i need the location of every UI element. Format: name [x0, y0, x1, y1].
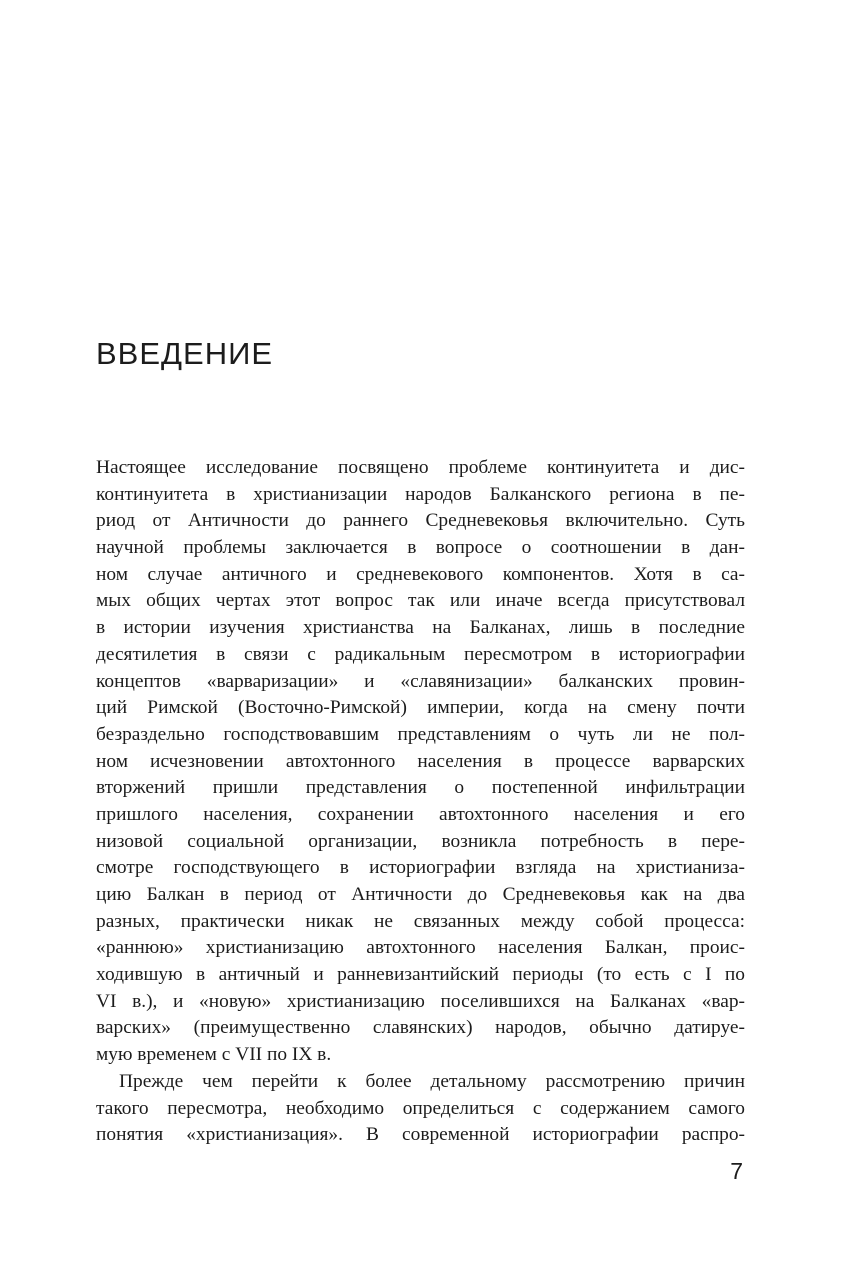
paragraph-2 — [96, 1069, 745, 1149]
text-line: VI в.), и «новую» христианизацию поселившихся на Балканах «вар- — [96, 990, 745, 1012]
text-line: разных, практически никак не связанных между собой процесса: — [96, 910, 745, 932]
text-line: ходившую в античный и ранневизантийский периоды (то есть с I по — [96, 964, 745, 986]
text-line: смотре господствующего в историографии взгляда на христианиза- — [96, 857, 745, 879]
page-number: 7 — [730, 1158, 743, 1184]
text-line: безраздельно господствовавшим представлениям о чуть ли не пол- — [96, 723, 745, 745]
text-line: научной проблемы заключается в вопросе о соотношении в дан- — [96, 537, 745, 559]
text-line: варских» (преимущественно славянских) народов, обычно датируе- — [96, 1017, 745, 1039]
body-text — [96, 455, 745, 1149]
text-line: ном случае античного и средневекового компонентов. Хотя в са- — [96, 563, 745, 585]
text-line: цию Балкан в период от Античности до Средневековья как на два — [96, 884, 745, 905]
text-line: Настоящее исследование посвящено проблеме континуитета и дис- — [96, 457, 745, 478]
text-line: мых общих чертах этот вопрос так или иначе всегда присутствовал — [96, 590, 745, 612]
text-line: в истории изучения христианства на Балканах, лишь в последние — [96, 617, 745, 639]
text-line: низовой социальной организации, возникла потребность в пере- — [96, 830, 745, 852]
text-line: концептов «варваризации» и «славянизации» балканских провин- — [96, 670, 745, 692]
text-line: ном исчезновении автохтонного населения в процессе варварских — [96, 750, 745, 772]
text-line: ций Римской (Восточно-Римской) империи, когда на смену почти — [96, 697, 745, 719]
text-line: понятия «христианизация». В современной историографии распро- — [96, 1124, 745, 1146]
text-line: такого пересмотра, необходимо определиться с содержанием самого — [96, 1097, 745, 1119]
chapter-title: ВВЕДЕНИЕ — [96, 336, 274, 371]
text-line: пришлого населения, сохранении автохтонного населения и его — [96, 803, 745, 825]
paragraph-1 — [96, 455, 745, 1069]
text-line: континуитета в христианизации народов Балканского региона в пе- — [96, 483, 745, 505]
text-line: мую временем с VII по IX в. — [96, 1044, 332, 1066]
text-line: риод от Античности до раннего Средневековья включительно. Суть — [96, 510, 745, 532]
text-line: «раннюю» христианизацию автохтонного населения Балкан, проис- — [96, 937, 745, 959]
text-line: десятилетия в связи с радикальным пересмотром в историографии — [96, 643, 745, 665]
text-line: вторжений пришли представления о постепенной инфильтрации — [96, 777, 745, 799]
text-line: Прежде чем перейти к более детальному рассмотрению причин — [119, 1070, 745, 1092]
